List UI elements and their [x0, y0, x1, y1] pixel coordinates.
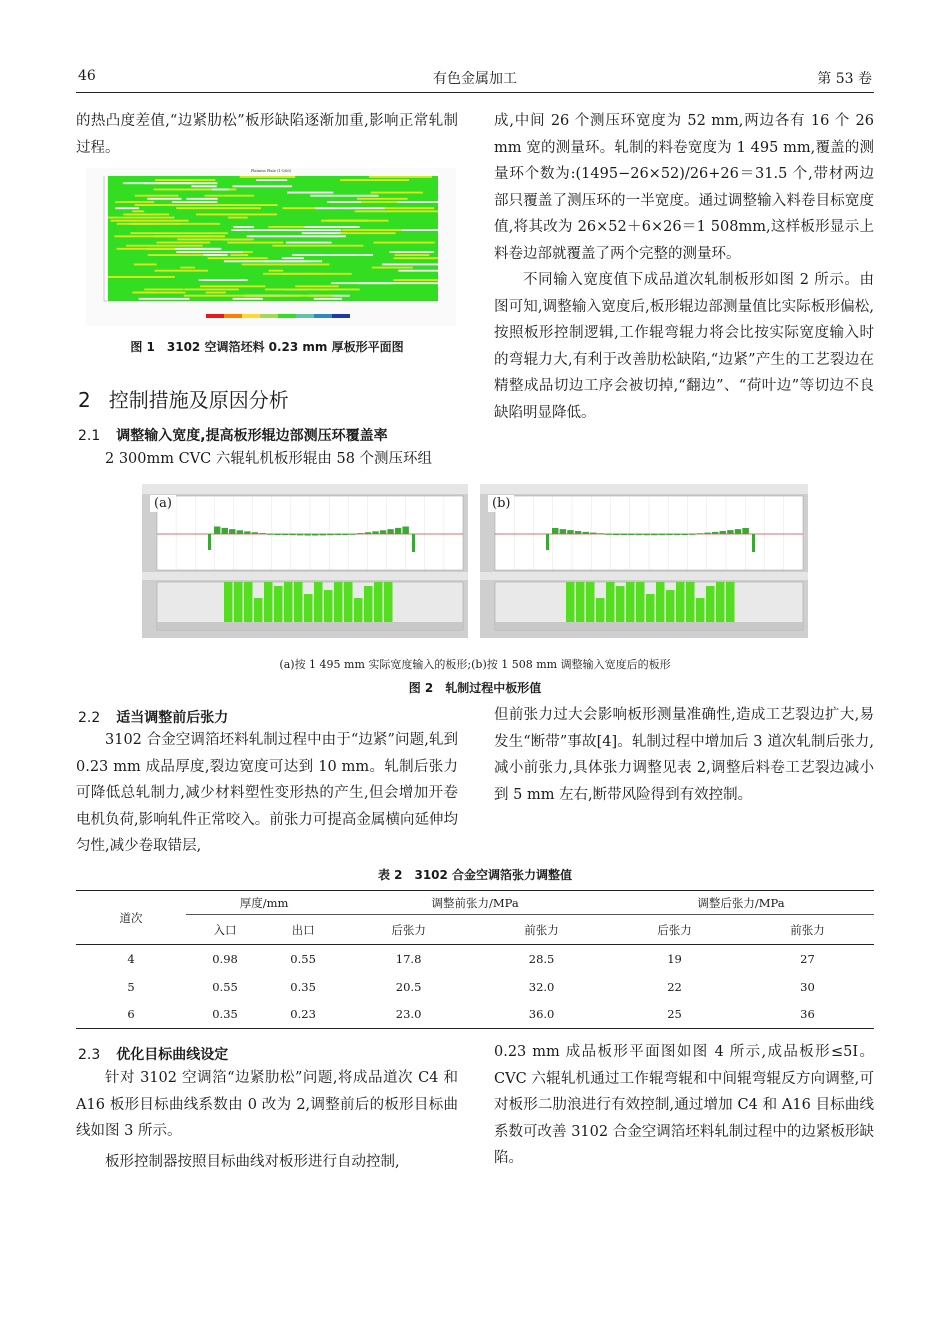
heatmap-stripe [139, 298, 190, 300]
sensor-bar [626, 582, 635, 622]
table-cell: 4 [127, 951, 135, 966]
section2-1-heading: 2.1 调整输入宽度,提高板形辊边部测压环覆盖率 [78, 428, 388, 444]
profile-bar [598, 533, 604, 534]
heatmap-stripe [287, 192, 333, 194]
page-number: 46 [78, 68, 96, 84]
figure1-plot-title: Flatness Plate (1-1/60) [250, 169, 292, 173]
sensor-bar [304, 594, 313, 622]
profile-bar [312, 534, 318, 535]
heatmap-stripe [340, 232, 395, 234]
panel-toolbar [480, 484, 808, 494]
colorbar-segment [206, 314, 224, 318]
profile-bar [659, 534, 665, 535]
heatmap-stripe [292, 254, 373, 256]
heatmap-stripe [340, 179, 409, 181]
profile-bar [552, 528, 558, 534]
heatmap-stripe [186, 198, 217, 200]
profile-bar [567, 530, 573, 534]
heatmap-stripe [108, 217, 174, 219]
sensor-bar [646, 594, 655, 622]
table-cell: 5 [127, 979, 135, 994]
section2-3-paragraphs-left: 针对 3102 空调箔“边紧肋松”问题,将成品道次 C4 和 A16 板形目标曲线系数由 0 改为 2,调整前后的板形目标曲线如图 3 所示。 板形控制器按照目标曲线对板形进行自动控制, [76, 1070, 458, 1170]
heatmap-stripe [177, 239, 254, 241]
heatmap-stripe [382, 264, 438, 266]
profile-bar [681, 534, 687, 535]
heatmap-stripe [180, 267, 195, 269]
heatmap-stripe [393, 279, 438, 281]
sensor-bar [294, 582, 303, 622]
sensor-bar [354, 598, 363, 622]
table-cell: 17.8 [395, 951, 422, 966]
profile-bar [237, 530, 243, 534]
heatmap-stripe [302, 232, 347, 234]
colorbar-segment [314, 314, 332, 318]
table2-caption: 表 2 3102 合金空调箔张力调整值 [377, 868, 573, 882]
sensor-bar [636, 582, 645, 622]
heatmap-stripe [268, 270, 283, 272]
figure2-label-a: (a) [150, 495, 176, 512]
profile-bar [720, 531, 726, 534]
profile-bar [575, 531, 581, 534]
table2-sub-header: 入口 [213, 922, 237, 937]
heatmap-stripe [331, 282, 392, 284]
heatmap-stripe [115, 207, 139, 209]
sensor-bar [576, 582, 585, 622]
profile-bar [350, 534, 356, 535]
profile-bar [304, 534, 310, 535]
sensor-bar [364, 586, 373, 622]
profile-bar [357, 533, 363, 534]
heatmap-stripe [396, 201, 438, 203]
heatmap-stripe [305, 226, 360, 228]
heatmap-stripe [114, 235, 210, 237]
profile-bar [704, 533, 710, 534]
table-cell: 25 [667, 1007, 682, 1022]
heatmap-stripe [148, 195, 178, 197]
sensor-bar [284, 582, 293, 622]
heatmap-stripe [155, 270, 208, 272]
profile-edge-bar-left [208, 534, 211, 550]
heatmap-stripe [321, 220, 389, 222]
heatmap-stripe [135, 195, 149, 197]
colorbar-segment [332, 314, 350, 318]
heatmap-stripe [295, 285, 338, 287]
heatmap-stripe [184, 289, 239, 291]
sensor-bar [726, 582, 735, 622]
table-cell: 30 [800, 979, 815, 994]
profile-bar [244, 531, 250, 534]
heatmap-stripe [205, 195, 254, 197]
profile-bar [282, 534, 288, 535]
profile-bar [342, 534, 348, 535]
sensor-bar [586, 582, 595, 622]
figure1-heatmap [86, 168, 456, 326]
table-cell: 23.0 [395, 1007, 422, 1022]
section2-3-paragraph-right: 0.23 mm 成品板形平面图如图 4 所示,成品板形≤5I。CVC 六辊轧机通过工作辊弯辊和中间辊弯辊反方向调整,可对板形二肋浪进行有效控制,通过增加 C4 和 A16 目标曲线系数可改善 3102 合金空调箔坯料轧制过程中的边紧板形缺陷。 [494, 1044, 874, 1166]
heatmap-stripe [109, 276, 175, 278]
profile-bar [327, 534, 333, 535]
table-cell: 0.55 [212, 979, 238, 994]
section2-2-paragraph-right: 但前张力过大会影响板形测量准确性,造成工艺裂边扩大,易发生“断带”事故[4]。轧制过程中增加后 3 道次轧制后张力,减小前张力,具体张力调整见表 2,调整后料卷工艺裂边减小到 5 mm 左右,断带风险得到有效控制。 [494, 707, 874, 803]
heatmap-stripe [176, 207, 261, 209]
heatmap-stripe [156, 242, 210, 244]
sensor-bar [274, 586, 283, 622]
journal-title: 有色金属加工 [433, 71, 517, 87]
heatmap-stripe [155, 179, 215, 181]
sensor-bar [686, 582, 695, 622]
heatmap-stripe [372, 267, 413, 269]
table-cell: 0.35 [212, 1007, 238, 1022]
table2-header-pass: 道次 [119, 910, 143, 925]
profile-bar [222, 528, 228, 534]
figure1-caption: 图 1 3102 空调箔坯料 0.23 mm 厚板形平面图 [130, 340, 404, 354]
sensor-bar [244, 582, 253, 622]
heatmap-stripe [265, 289, 360, 291]
heatmap-stripe [200, 285, 265, 287]
profile-bar [274, 534, 280, 535]
table2-sub-header: 出口 [291, 922, 315, 937]
table-cell: 27 [800, 951, 815, 966]
table-cell: 0.98 [212, 951, 238, 966]
profile-bar [666, 534, 672, 535]
heatmap-stripe [228, 217, 248, 219]
profile-bar [590, 533, 596, 534]
profile-bar [259, 533, 265, 534]
heatmap-stripe [390, 251, 434, 253]
sensor-bar [324, 590, 333, 622]
volume-label: 第 53 卷 [817, 71, 872, 87]
heatmap-stripe [357, 198, 408, 200]
sensor-bar [374, 582, 383, 622]
heatmap-stripe [144, 289, 183, 291]
heatmap-stripe [199, 279, 248, 281]
table2-sub-header: 前张力 [524, 922, 559, 937]
profile-bar [582, 532, 588, 534]
profile-bar [229, 529, 235, 534]
left-top-paragraph: 的热凸度差值,“边紧肋松”板形缺陷逐渐加重,影响正常轧制过程。 [76, 113, 458, 156]
sensor-bar [254, 598, 263, 622]
profile-bar [689, 534, 695, 535]
heatmap-stripe [176, 251, 243, 253]
sensor-bar [666, 590, 675, 622]
figure2-panel-b [480, 484, 808, 638]
heatmap-stripe [371, 192, 423, 194]
heatmap-stripe [282, 273, 351, 275]
sensor-bar [656, 582, 665, 622]
sensor-bar [264, 582, 273, 622]
profile-bar [605, 534, 611, 535]
panel-toolbar [142, 484, 468, 494]
table2-sub-header: 后张力 [391, 922, 426, 937]
heatmap-stripe [240, 176, 296, 178]
profile-bar [636, 534, 642, 535]
sensor-bar [616, 586, 625, 622]
table2 [76, 890, 874, 1029]
heatmap-stripe [127, 214, 169, 216]
table2-header-after: 调整后张力/MPa [608, 891, 874, 915]
heatmap-stripe [315, 207, 384, 209]
right-column-text: 成,中间 26 个测压环宽度为 52 mm,两边各有 16 个 26 mm 宽的测量环。轧制的料卷宽度为 1 495 mm,覆盖的测量环个数为:(1495−26×52)/26+26＝31.5 个,带材两边部只覆盖了测压环的一半宽度。通过调整输入料卷目标宽度值,将其改为 26×52＋6×26＝1 508mm,这样板形显示上料卷边部就覆盖了两个完整的测量环。 不同输入宽度值下成品道次轧制板形如图 2 所示。由图可知,调整输入宽度后,板形辊边部测量值比实际板形偏松,按照板形控制逻辑,工作辊弯辊力将会比按实际宽度输入时的弯辊力大,有利于改善肋松缺陷,“边紧”产生的工艺裂边在精整成品切边工序会被切掉,“翻边”、“荷叶边”等切边不良缺陷明显降低。 [494, 113, 874, 421]
table-row [76, 945, 874, 973]
table-row [76, 1001, 874, 1029]
figure2-label-b: (b) [488, 495, 514, 512]
heatmap-stripe [355, 210, 438, 212]
profile-bar [727, 530, 733, 534]
heatmap-stripe [374, 242, 435, 244]
sensor-bar [344, 582, 353, 622]
section2-1-paragraph-left: 2 300mm CVC 六辊轧机板形辊由 58 个测压环组 [105, 451, 433, 467]
heatmap-stripe [130, 232, 228, 234]
profile-bar [395, 528, 401, 534]
table-row [76, 973, 874, 1001]
sensor-bar [676, 582, 685, 622]
heatmap-stripe [138, 292, 185, 294]
heatmap-stripe [286, 242, 332, 244]
profile-bar [735, 529, 741, 534]
heatmap-stripe [227, 242, 283, 244]
heatmap-stripe [208, 257, 268, 259]
colorbar-segment [278, 314, 296, 318]
heatmap-stripe [115, 201, 154, 203]
heatmap-stripe [132, 210, 144, 212]
profile-bar [674, 534, 680, 535]
section2-2-heading: 2.2 适当调整前后张力 [78, 710, 229, 726]
sensor-bar [566, 582, 575, 622]
sensor-bar [384, 582, 393, 622]
profile-bar [697, 533, 703, 534]
panel-status-strip [142, 572, 468, 580]
profile-bar [365, 532, 371, 534]
table-cell: 20.5 [395, 979, 422, 994]
profile-edge-bar-right [412, 534, 415, 552]
heatmap-stripe [369, 176, 432, 178]
sensor-bar [606, 582, 615, 622]
profile-bar [214, 527, 220, 535]
heatmap-stripe [282, 257, 304, 259]
sensor-scale [495, 622, 803, 630]
heatmap-stripe [172, 201, 217, 203]
sensor-bar [596, 598, 605, 622]
table-cell: 36.0 [528, 1007, 555, 1022]
profile-bar [320, 534, 326, 535]
heatmap-stripe [206, 292, 226, 294]
heatmap-stripe [314, 298, 342, 300]
colorbar-segment [260, 314, 278, 318]
table-cell: 6 [127, 1007, 135, 1022]
figure2-subcaption: (a)按 1 495 mm 实际宽度输入的板形;(b)按 1 508 mm 调整输入宽度后的板形 [279, 658, 671, 671]
table-cell: 22 [667, 979, 682, 994]
sensor-scale [157, 622, 463, 630]
sensor-bar [234, 582, 243, 622]
heatmap-stripe [196, 214, 277, 216]
heatmap-stripe [134, 264, 157, 266]
heatmap-stripe [203, 254, 227, 256]
table-cell: 0.35 [290, 979, 316, 994]
panel-status-strip [480, 572, 808, 580]
profile-bar [297, 534, 303, 535]
table-cell: 0.23 [290, 1007, 316, 1022]
profile-bar [402, 527, 408, 535]
profile-bar [372, 531, 378, 534]
heatmap-stripe [117, 223, 181, 225]
table2-sub-header: 前张力 [790, 922, 825, 937]
heatmap-stripe [233, 226, 254, 228]
heatmap-stripe [245, 295, 333, 297]
table2-header-before: 调整前张力/MPa [342, 891, 608, 915]
profile-bar [335, 534, 341, 535]
heatmap-stripe [247, 235, 346, 237]
colorbar-segment [296, 314, 314, 318]
profile-bar [643, 534, 649, 535]
heatmap-stripe [265, 260, 322, 262]
heatmap-stripe [233, 298, 263, 300]
heatmap-stripe [402, 229, 438, 231]
profile-bar [387, 529, 393, 534]
section2-3-heading: 2.3 优化目标曲线设定 [78, 1047, 229, 1063]
profile-bar [252, 532, 258, 534]
profile-bar [628, 534, 634, 535]
header-rule [76, 92, 874, 93]
colorbar-segment [224, 314, 242, 318]
table-cell: 32.0 [528, 979, 555, 994]
heatmap-stripe [212, 189, 229, 191]
sensor-bar [706, 586, 715, 622]
profile-bar [267, 534, 273, 535]
heatmap-stripe [126, 245, 203, 247]
section2-2-paragraph-left: 3102 合金空调箔坯料轧制过程中由于“边紧”问题,轧到 0.23 mm 成品厚度,裂边宽度可达到 10 mm。轧制后张力可降低总轧制力,减少材料塑性变形热的产生,但会增加开卷电机负荷,影响轧件正常咬入。前张力可提高金属横向延伸均匀性,减少卷取错层, [76, 732, 458, 854]
profile-edge-bar-right [752, 534, 755, 552]
colorbar-segment [242, 314, 260, 318]
heatmap-stripe [111, 220, 189, 222]
table2-header-thickness: 厚度/mm [186, 891, 342, 915]
heatmap-stripe [233, 185, 293, 187]
profile-edge-bar-left [546, 534, 549, 550]
table2-sub-header: 后张力 [657, 922, 692, 937]
sensor-bar [334, 582, 343, 622]
figure2-caption: 图 2 轧制过程中板形值 [408, 681, 542, 695]
profile-bar [712, 532, 718, 534]
profile-bar [613, 534, 619, 535]
profile-bar [621, 534, 627, 535]
table-cell: 19 [667, 951, 682, 966]
heatmap-stripe [191, 185, 216, 187]
profile-bar [742, 528, 748, 534]
heatmap-stripe [398, 270, 438, 272]
heatmap-stripe [256, 179, 287, 181]
table-cell: 0.55 [290, 951, 316, 966]
profile-bar [289, 534, 295, 535]
profile-bar [560, 529, 566, 534]
figure2-panel-a [142, 484, 468, 638]
heatmap-stripe [394, 257, 438, 259]
heatmap-stripe [242, 264, 330, 266]
sensor-bar [314, 582, 323, 622]
heatmap-stripe [395, 254, 430, 256]
heatmap-stripe [310, 195, 378, 197]
heatmap-stripe [184, 295, 249, 297]
heatmap-stripe [147, 198, 181, 200]
heatmap-stripe [117, 248, 175, 250]
heatmap-stripe [144, 182, 194, 184]
heatmap-stripe [230, 254, 248, 256]
heatmap-stripe [135, 204, 234, 206]
heatmap-stripe [231, 229, 286, 231]
heatmap-stripe [327, 201, 361, 203]
sensor-bar [696, 598, 705, 622]
heatmap-stripe [272, 245, 363, 247]
section2-heading: 2 控制措施及原因分析 [78, 388, 289, 412]
sensor-bar [224, 582, 233, 622]
table-cell: 28.5 [528, 951, 555, 966]
profile-bar [380, 530, 386, 534]
sensor-bar [716, 582, 725, 622]
profile-bar [651, 534, 657, 535]
table-cell: 36 [800, 1007, 815, 1022]
